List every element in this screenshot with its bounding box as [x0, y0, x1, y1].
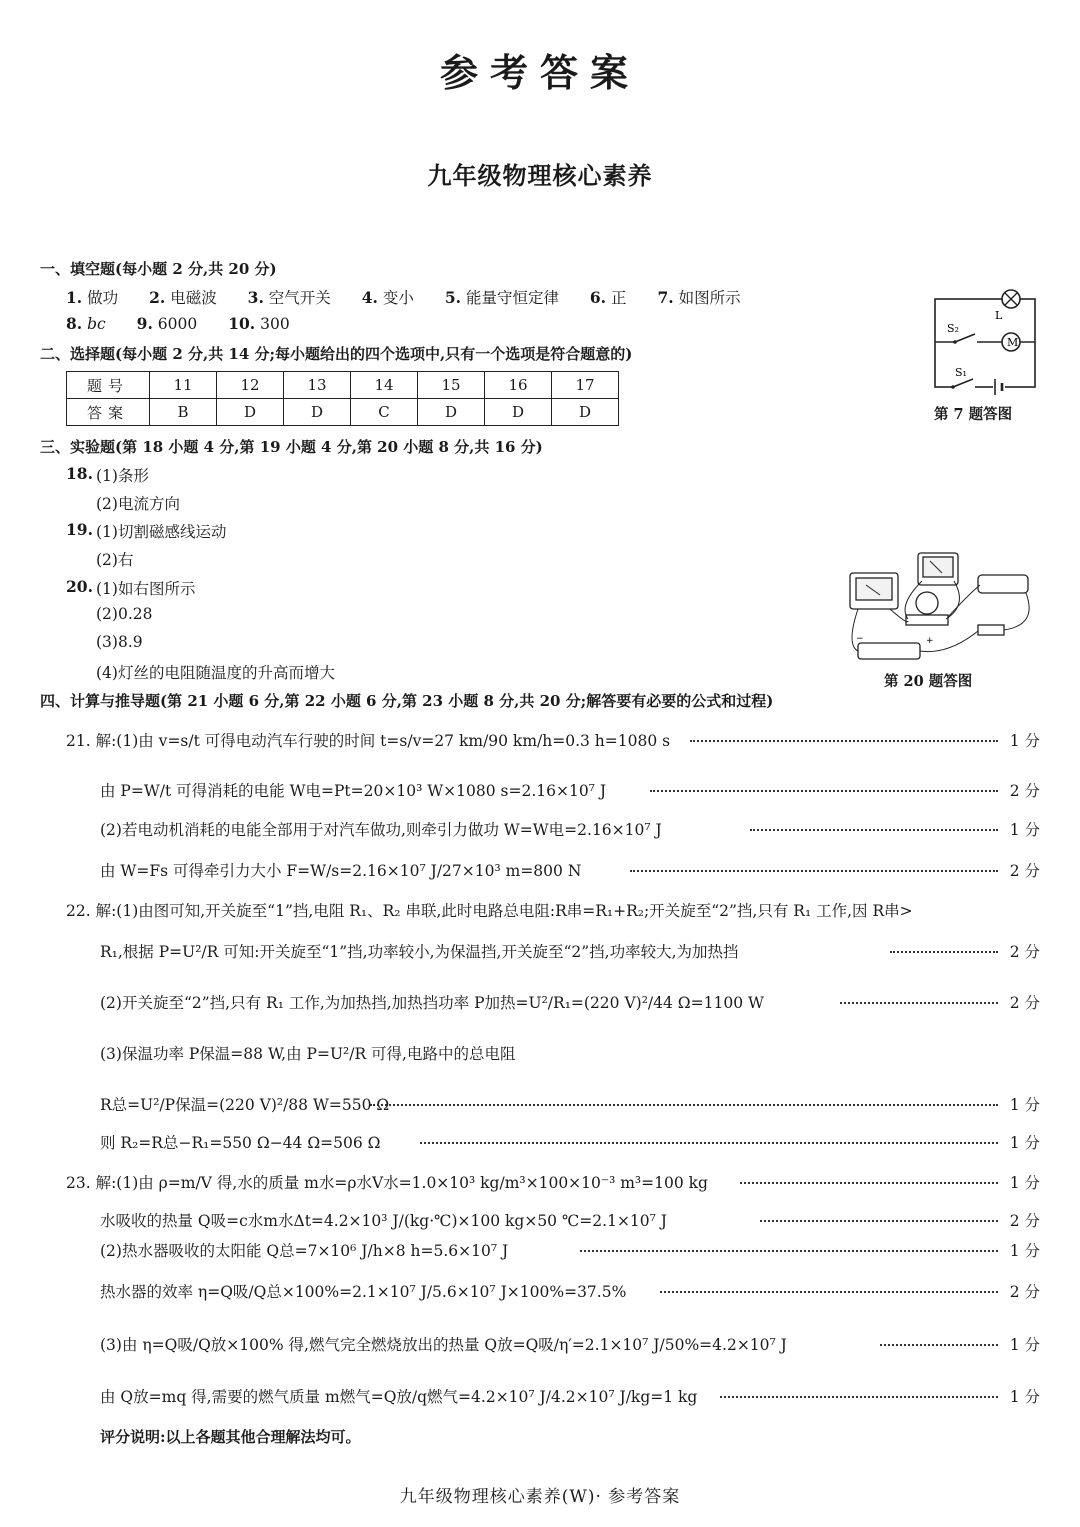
table-row-answers [67, 399, 619, 426]
table-cell: 17 [552, 372, 619, 399]
answer-text: bc [87, 315, 106, 333]
section2-heading: 二、选择题(每小题 2 分,共 14 分;每小题给出的四个选项中,只有一个选项是符合题意的) [40, 345, 633, 363]
q18-a2: (2)电流方向 [96, 495, 180, 513]
dot-leader [650, 790, 998, 792]
table-cell: D [217, 399, 284, 426]
answer-text: 300 [260, 315, 290, 333]
solution-line: 23. 解:(1)由 ρ=m/V 得,水的质量 m水=ρ水V水=1.0×10³ kg/m³×100×10⁻³ m³=100 kg [66, 1174, 708, 1192]
solution-line: R总=U²/P保温=(220 V)²/88 W=550 Ω [100, 1096, 390, 1114]
solution-line: (3)保温功率 P保温=88 W,由 P=U²/R 可得,电路中的总电阻 [100, 1045, 516, 1063]
score-label: 1 分 [1009, 732, 1040, 750]
q20-a3: (3)8.9 [96, 633, 143, 651]
motor-label: M [1007, 336, 1019, 349]
score-label: 1 分 [1009, 1134, 1040, 1152]
answer-num: 6. [589, 288, 607, 307]
dot-leader [760, 1220, 998, 1222]
section1-row2 [66, 314, 290, 333]
grading-note: 评分说明:以上各题其他合理解法均可。 [100, 1428, 361, 1446]
answer-text: 电磁波 [170, 289, 217, 307]
answer-num: 2. [149, 288, 166, 307]
dot-leader [630, 870, 998, 872]
solution-line: (2)若电动机消耗的电能全部用于对汽车做功,则牵引力做功 W=W电=2.16×10⁷ J [100, 821, 662, 839]
q19-num: 19. [66, 520, 93, 539]
solution-line: 热水器的效率 η=Q吸/Q总×100%=2.1×10⁷ J/5.6×10⁷ J×100%=37.5% [100, 1283, 627, 1301]
solution-line: R₁,根据 P=U²/R 可知:开关旋至“1”挡,功率较小,为保温挡,开关旋至“2”挡,功率较大,为加热挡 [100, 943, 739, 961]
table-cell: 16 [485, 372, 552, 399]
bulb-icon [916, 592, 938, 614]
dot-leader [890, 951, 998, 953]
solution-line: (2)开关旋至“2”挡,只有 R₁ 工作,为加热挡,加热挡功率 P加热=U²/R₁=(220 V)²/44 Ω=1100 W [100, 994, 764, 1012]
answer-table [66, 371, 619, 426]
score-label: 1 分 [1009, 1174, 1040, 1192]
solution-line: 水吸收的热量 Q吸=c水m水Δt=4.2×10³ J/(kg·℃)×100 kg×50 ℃=2.1×10⁷ J [100, 1212, 668, 1230]
solution-line: 则 R₂=R总−R₁=550 Ω−44 Ω=506 Ω [100, 1134, 381, 1152]
solution-line: 由 P=W/t 可得消耗的电能 W电=Pt=20×10³ W×1080 s=2.16×10⁷ J [100, 782, 607, 800]
q19-a1: (1)切割磁感线运动 [96, 523, 227, 541]
lamp-base-icon [906, 615, 948, 625]
table-cell: 15 [418, 372, 485, 399]
answer-text: 变小 [382, 289, 414, 307]
q20-a2: (2)0.28 [96, 605, 153, 623]
dot-leader [740, 1182, 998, 1184]
dot-leader [660, 1291, 998, 1293]
score-label: 2 分 [1009, 862, 1040, 880]
score-label: 1 分 [1009, 821, 1040, 839]
table-row-numbers [67, 372, 619, 399]
score-label: 2 分 [1009, 1283, 1040, 1301]
score-label: 2 分 [1009, 994, 1040, 1012]
answer-num: 10. [228, 314, 256, 333]
page-title: 参考答案 [439, 50, 640, 95]
score-label: 1 分 [1009, 1388, 1040, 1406]
solution-line: 22. 解:(1)由图可知,开关旋至“1”挡,电阻 R₁、R₂ 串联,此时电路总电阻:R串=R₁+R₂;开关旋至“2”挡,只有 R₁ 工作,因 R串> [66, 902, 913, 920]
lamp-label: L [995, 309, 1003, 322]
figure7-circuit [925, 284, 1045, 399]
q20-num: 20. [66, 577, 93, 596]
table-cell: 11 [150, 372, 217, 399]
answer-text: 做功 [87, 289, 119, 307]
svg-text:+: + [926, 636, 934, 646]
section3-heading: 三、实验题(第 18 小题 4 分,第 19 小题 4 分,第 20 小题 8 分,共 16 分) [40, 438, 543, 456]
score-label: 2 分 [1009, 1212, 1040, 1230]
section1-row1 [66, 286, 741, 308]
table-cell: C [351, 399, 418, 426]
q20-a4: (4)灯丝的电阻随温度的升高而增大 [96, 664, 335, 682]
score-label: 2 分 [1009, 943, 1040, 961]
answer-num: 4. [361, 288, 378, 307]
table-cell: D [485, 399, 552, 426]
battery-icon [858, 643, 920, 659]
table-cell: D [418, 399, 485, 426]
score-label: 1 分 [1009, 1242, 1040, 1260]
switch-icon [978, 625, 1004, 635]
solution-line: (3)由 η=Q吸/Q放×100% 得,燃气完全燃烧放出的热量 Q放=Q吸/η′=2.1×10⁷ J/50%=4.2×10⁷ J [100, 1336, 787, 1354]
section4-heading: 四、计算与推导题(第 21 小题 6 分,第 22 小题 6 分,第 23 小题 8 分,共 20 分;解答要有必要的公式和过程) [40, 692, 774, 710]
score-label: 1 分 [1009, 1336, 1040, 1354]
dot-leader [720, 1396, 998, 1398]
figure20-caption: 第 20 题答图 [884, 673, 973, 690]
answer-num: 5. [444, 288, 461, 307]
solution-line: 由 W=Fs 可得牵引力大小 F=W/s=2.16×10⁷ J/27×10³ m=800 N [100, 862, 582, 880]
q18-num: 18. [66, 464, 93, 483]
page-subtitle: 九年级物理核心素养 [427, 161, 653, 190]
q19-a2: (2)右 [96, 551, 134, 569]
answer-num: 3. [247, 288, 264, 307]
s2-label: S₂ [947, 322, 959, 335]
figure20-apparatus [838, 545, 1043, 670]
dot-leader [370, 1104, 998, 1106]
dot-leader [750, 829, 998, 831]
table-cell: 12 [217, 372, 284, 399]
table-cell: D [552, 399, 619, 426]
answer-text: 能量守恒定律 [465, 289, 559, 307]
score-label: 1 分 [1009, 1096, 1040, 1114]
solution-line: 21. 解:(1)由 v=s/t 可得电动汽车行驶的时间 t=s/v=27 km/90 km/h=0.3 h=1080 s [66, 732, 671, 750]
q18-a1: (1)条形 [96, 467, 149, 485]
svg-text:−: − [856, 634, 864, 644]
section1-heading: 一、填空题(每小题 2 分,共 20 分) [40, 260, 277, 278]
dot-leader [840, 1002, 998, 1004]
dot-leader [580, 1250, 998, 1252]
answer-text: 正 [611, 289, 627, 307]
solution-line: 由 Q放=mq 得,需要的燃气质量 m燃气=Q放/q燃气=4.2×10⁷ J/4.2×10⁷ J/kg=1 kg [100, 1388, 698, 1406]
s1-label: S₁ [955, 366, 967, 379]
table-cell: B [150, 399, 217, 426]
solution-line: (2)热水器吸收的太阳能 Q总=7×10⁶ J/h×8 h=5.6×10⁷ J [100, 1242, 509, 1260]
table-header-cell: 题号 [67, 372, 150, 399]
q20-a1: (1)如右图所示 [96, 580, 196, 598]
answer-num: 8. [66, 314, 83, 333]
dot-leader [690, 740, 998, 742]
answer-text: 6000 [157, 315, 198, 333]
page-footer: 九年级物理核心素养(W)· 参考答案 [399, 1487, 681, 1507]
answer-text: 如图所示 [678, 289, 741, 307]
table-cell: D [284, 399, 351, 426]
answer-num: 7. [657, 288, 674, 307]
dot-leader [880, 1344, 998, 1346]
rheostat-icon [978, 575, 1028, 593]
score-label: 2 分 [1009, 782, 1040, 800]
answer-num: 1. [66, 288, 83, 307]
table-cell: 13 [284, 372, 351, 399]
answer-text: 空气开关 [268, 289, 331, 307]
table-header-cell: 答案 [67, 399, 150, 426]
dot-leader [420, 1142, 998, 1144]
figure7-caption: 第 7 题答图 [934, 406, 1013, 423]
table-cell: 14 [351, 372, 418, 399]
answer-num: 9. [136, 314, 153, 333]
